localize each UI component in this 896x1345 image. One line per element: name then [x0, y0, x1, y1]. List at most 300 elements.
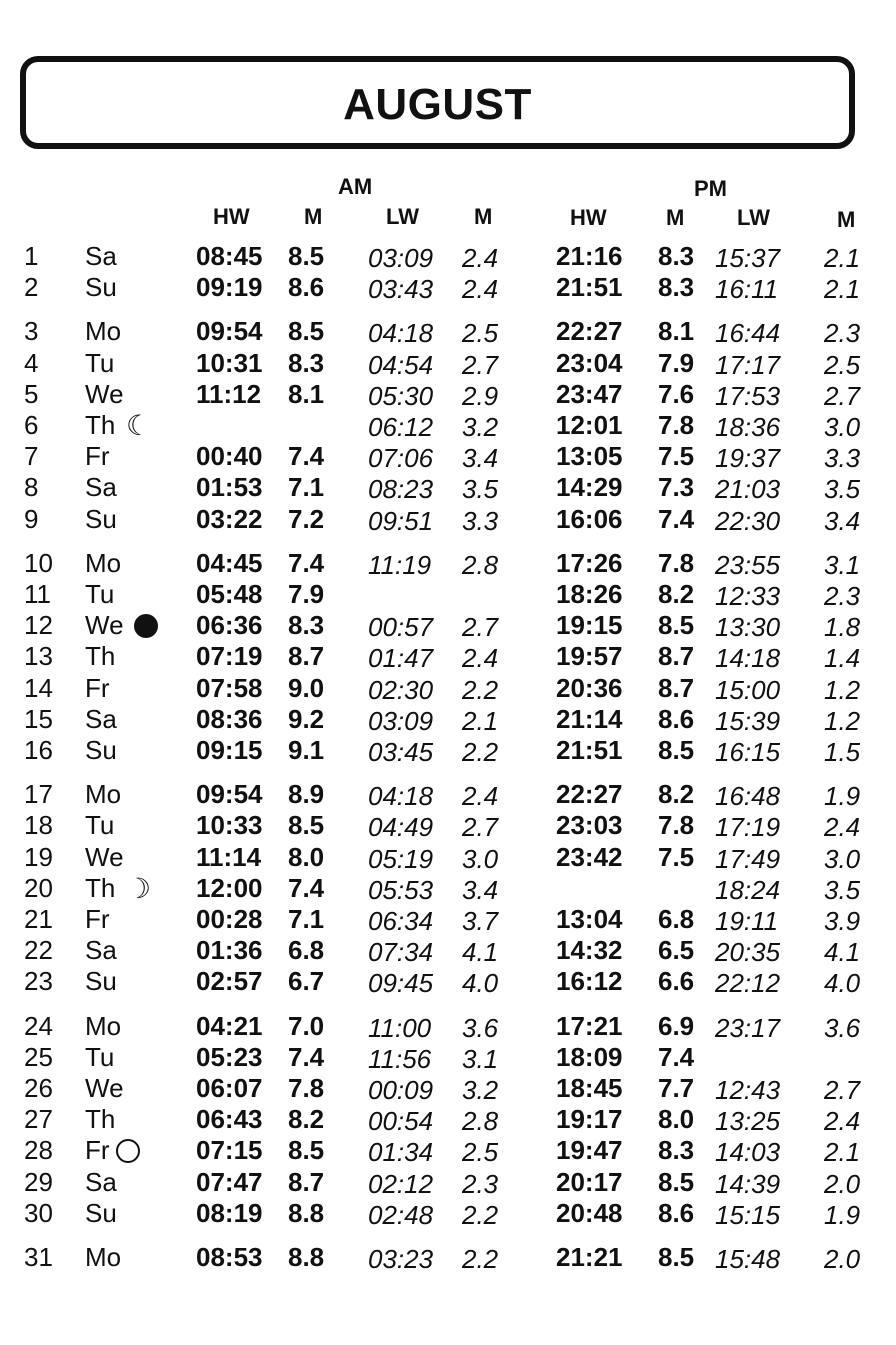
cell-pm-lw: 23:55	[715, 549, 781, 580]
am-low-water-header: LW	[386, 204, 419, 229]
cell-pm-lm: 4.1	[824, 937, 861, 968]
cell-am-hm: 9.2	[288, 703, 325, 734]
cell-day: 18	[24, 810, 53, 841]
cell-am-hw: 01:36	[196, 935, 263, 966]
cell-dow: Mo	[85, 547, 122, 578]
cell-day: 20	[24, 872, 53, 903]
cell-dow: We	[85, 378, 124, 409]
cell-pm-hw: 21:51	[556, 735, 623, 765]
cell-am-hm: 6.7	[288, 966, 325, 997]
cell-dow: Sa	[85, 1166, 117, 1197]
cell-am-hm: 7.4	[288, 1041, 325, 1072]
cell-am-hm: 8.9	[288, 779, 325, 810]
cell-pm-lm: 2.1	[824, 274, 861, 305]
cell-am-lw: 06:34	[368, 906, 434, 936]
cell-am-hm: 7.4	[288, 872, 325, 903]
cell-am-lm: 3.5	[462, 474, 499, 505]
cell-am-lw: 04:18	[368, 781, 434, 812]
cell-am-lm: 2.3	[462, 1168, 499, 1199]
cell-pm-hw: 13:05	[556, 441, 623, 472]
cell-pm-hm: 8.5	[658, 735, 695, 765]
cell-pm-hw: 23:04	[556, 347, 623, 378]
cell-pm-lw: 17:53	[715, 380, 781, 411]
cell-day: 15	[24, 703, 53, 734]
cell-pm-hw: 18:09	[556, 1041, 623, 1072]
cell-am-lm: 2.2	[462, 1199, 499, 1230]
cell-pm-lm: 3.3	[824, 443, 861, 474]
cell-am-lm: 4.1	[462, 937, 499, 968]
cell-am-lw: 03:43	[368, 274, 434, 305]
cell-dow: Mo	[85, 1010, 122, 1041]
cell-pm-lm: 3.0	[824, 412, 861, 442]
cell-am-lw: 07:34	[368, 937, 434, 968]
cell-pm-lw: 13:30	[715, 612, 781, 643]
last-quarter-moon-icon: ☾	[126, 410, 152, 441]
cell-pm-lm: 1.9	[824, 1199, 861, 1230]
cell-am-hm: 7.4	[288, 547, 325, 578]
cell-am-hm: 7.2	[288, 503, 325, 534]
cell-day: 11	[24, 579, 51, 609]
cell-am-lm: 3.4	[462, 874, 499, 905]
cell-pm-lm: 1.5	[824, 737, 861, 767]
cell-day: 17	[24, 779, 53, 810]
cell-pm-lm: 2.4	[824, 812, 861, 843]
new-moon-icon	[134, 614, 158, 638]
cell-am-hw: 00:40	[196, 441, 263, 472]
cell-am-lw: 09:51	[368, 505, 434, 536]
cell-am-hw: 07:47	[196, 1166, 263, 1197]
cell-day: 10	[24, 547, 53, 578]
cell-am-hm: 8.3	[288, 347, 325, 378]
cell-am-lm: 2.2	[462, 737, 499, 767]
cell-am-hw: 06:43	[196, 1104, 263, 1135]
cell-am-lm: 2.9	[462, 380, 499, 411]
cell-pm-hw: 20:17	[556, 1166, 623, 1197]
cell-pm-lm: 2.4	[824, 1106, 861, 1137]
cell-am-lm: 3.4	[462, 443, 499, 474]
cell-dow: Mo	[85, 1242, 122, 1272]
cell-am-lw: 04:54	[368, 349, 434, 380]
cell-am-hw: 08:19	[196, 1197, 263, 1228]
cell-pm-hw: 21:21	[556, 1242, 623, 1272]
cell-pm-lm: 1.2	[824, 674, 861, 705]
cell-pm-hm: 7.5	[658, 441, 695, 472]
cell-dow: Tu	[85, 810, 115, 841]
cell-am-hm: 8.3	[288, 610, 325, 641]
cell-pm-hw: 17:26	[556, 547, 623, 578]
cell-am-lm: 2.2	[462, 674, 499, 705]
cell-pm-lm: 2.7	[824, 1075, 861, 1105]
cell-am-lw: 00:57	[368, 612, 434, 643]
pm-low-water-header: LW	[737, 205, 770, 230]
cell-dow: Th	[85, 410, 116, 440]
pm-high-water-header: HW	[570, 205, 607, 230]
cell-pm-lm: 2.7	[824, 380, 861, 411]
cell-pm-lw: 22:12	[715, 968, 781, 999]
cell-pm-hw: 23:03	[556, 810, 623, 841]
month-title: AUGUST	[343, 79, 532, 129]
cell-dow: Tu	[85, 1041, 115, 1072]
cell-pm-lw: 16:15	[715, 737, 781, 767]
cell-day: 23	[24, 966, 53, 997]
cell-pm-hw: 21:16	[556, 241, 623, 271]
cell-pm-hw: 20:48	[556, 1197, 623, 1228]
cell-pm-lm: 2.0	[824, 1244, 861, 1274]
cell-am-lw: 01:47	[368, 643, 434, 674]
cell-pm-lm: 2.5	[824, 349, 861, 380]
cell-am-hm: 7.4	[288, 441, 325, 472]
cell-pm-hm: 6.6	[658, 966, 695, 997]
month-title-box	[20, 56, 855, 149]
cell-pm-lm: 3.5	[824, 874, 861, 905]
cell-am-lm: 2.7	[462, 349, 499, 380]
cell-pm-hm: 7.7	[658, 1073, 695, 1103]
cell-pm-hw: 22:27	[556, 316, 623, 347]
cell-am-hw: 08:36	[196, 703, 263, 734]
cell-am-hw: 09:54	[196, 779, 263, 810]
cell-am-lm: 2.5	[462, 1137, 499, 1168]
cell-am-hw: 06:07	[196, 1073, 263, 1103]
cell-pm-lw: 18:36	[715, 412, 781, 442]
cell-am-hw: 11:12	[196, 378, 262, 409]
cell-am-lw: 03:23	[368, 1244, 434, 1274]
cell-day: 13	[24, 641, 53, 672]
cell-day: 5	[24, 378, 39, 409]
first-quarter-moon-icon: ☽	[126, 872, 152, 904]
cell-am-hm: 8.5	[288, 810, 325, 841]
cell-am-hw: 02:57	[196, 966, 263, 997]
cell-pm-lw: 15:39	[715, 705, 781, 736]
cell-pm-hw: 13:04	[556, 904, 623, 934]
cell-am-hw: 08:45	[196, 241, 263, 271]
cell-pm-hw: 20:36	[556, 672, 623, 703]
cell-day: 22	[24, 935, 53, 966]
cell-am-lw: 06:12	[368, 412, 434, 442]
cell-dow: Th	[85, 641, 116, 672]
cell-pm-lm: 1.9	[824, 781, 861, 812]
cell-pm-lw: 19:37	[715, 443, 781, 474]
cell-day: 19	[24, 841, 53, 872]
cell-day: 8	[24, 472, 39, 503]
cell-pm-hm: 7.4	[658, 503, 695, 534]
cell-am-hw: 09:19	[196, 272, 263, 303]
cell-pm-lw: 15:00	[715, 674, 781, 705]
cell-am-hw: 00:28	[196, 904, 263, 934]
cell-am-hm: 7.9	[288, 579, 325, 609]
cell-pm-hm: 8.1	[658, 316, 695, 347]
cell-dow: Th	[85, 872, 116, 903]
cell-dow: Fr	[85, 672, 110, 703]
cell-dow: Th	[85, 1104, 116, 1135]
cell-am-lw: 05:53	[368, 874, 434, 905]
cell-am-lw: 08:23	[368, 474, 434, 505]
cell-am-hm: 7.0	[288, 1010, 325, 1041]
cell-pm-hw: 23:47	[556, 378, 623, 409]
cell-pm-hm: 8.3	[658, 272, 695, 303]
cell-pm-lw: 18:24	[715, 874, 781, 905]
cell-pm-hm: 7.8	[658, 410, 695, 440]
am-low-height-header: M	[474, 204, 493, 229]
am-high-water-header: HW	[213, 204, 250, 229]
cell-pm-hm: 8.5	[658, 1166, 695, 1197]
cell-am-hm: 7.1	[288, 904, 325, 934]
cell-am-lm: 3.7	[462, 906, 499, 936]
cell-am-hm: 8.5	[288, 1135, 325, 1166]
cell-pm-lw: 16:11	[715, 274, 779, 305]
cell-am-lw: 00:09	[368, 1075, 434, 1105]
cell-am-hw: 05:48	[196, 579, 263, 609]
cell-am-lw: 02:48	[368, 1199, 434, 1230]
cell-pm-hw: 17:21	[556, 1010, 623, 1041]
cell-pm-lw: 15:15	[715, 1199, 781, 1230]
cell-pm-hm: 7.4	[658, 1041, 695, 1072]
cell-dow: Su	[85, 1197, 117, 1228]
cell-am-hm: 7.8	[288, 1073, 325, 1103]
cell-am-lm: 3.1	[462, 1043, 499, 1074]
cell-pm-lm: 3.1	[824, 549, 861, 580]
cell-am-lm: 2.7	[462, 812, 499, 843]
cell-pm-hm: 8.5	[658, 610, 695, 641]
cell-pm-lw: 17:17	[715, 349, 781, 380]
cell-pm-hw: 19:57	[556, 641, 623, 672]
cell-am-lw: 09:45	[368, 968, 434, 999]
cell-pm-hm: 7.8	[658, 810, 695, 841]
cell-am-hm: 7.1	[288, 472, 325, 503]
cell-day: 3	[24, 316, 39, 347]
cell-am-lm: 2.4	[462, 274, 499, 305]
cell-am-lm: 2.8	[462, 549, 499, 580]
cell-pm-lm: 1.4	[824, 643, 861, 674]
cell-pm-lw: 15:48	[715, 1244, 781, 1274]
cell-pm-hm: 8.7	[658, 641, 695, 672]
cell-am-hw: 09:54	[196, 316, 263, 347]
cell-am-lm: 2.4	[462, 643, 499, 674]
cell-am-hw: 07:58	[196, 672, 263, 703]
cell-pm-lm: 1.8	[824, 612, 861, 643]
cell-pm-lw: 14:03	[715, 1137, 781, 1168]
cell-day: 28	[24, 1135, 53, 1166]
cell-pm-lm: 2.1	[824, 243, 861, 273]
cell-am-hm: 8.8	[288, 1242, 325, 1272]
cell-am-hm: 9.0	[288, 672, 325, 703]
cell-pm-lm: 4.0	[824, 968, 861, 999]
cell-am-lw: 05:19	[368, 843, 434, 874]
cell-dow: Sa	[85, 703, 117, 734]
cell-day: 25	[24, 1041, 53, 1072]
cell-am-lw: 11:56	[368, 1043, 432, 1074]
cell-dow: Sa	[85, 241, 117, 271]
cell-pm-hw: 16:12	[556, 966, 623, 997]
cell-pm-hm: 8.7	[658, 672, 695, 703]
cell-pm-hw: 23:42	[556, 841, 623, 872]
cell-day: 24	[24, 1010, 53, 1041]
cell-pm-lm: 3.9	[824, 906, 861, 936]
cell-am-lm: 3.2	[462, 412, 499, 442]
cell-am-lm: 2.5	[462, 318, 499, 349]
cell-pm-hw: 14:32	[556, 935, 623, 966]
cell-pm-hw: 21:51	[556, 272, 623, 303]
cell-pm-hw: 12:01	[556, 410, 623, 440]
cell-day: 31	[24, 1242, 53, 1272]
cell-am-hm: 8.5	[288, 316, 325, 347]
cell-am-hm: 8.6	[288, 272, 325, 303]
cell-pm-lw: 12:43	[715, 1075, 781, 1105]
cell-pm-lw: 20:35	[715, 937, 781, 968]
cell-am-lm: 2.4	[462, 243, 499, 273]
cell-am-hm: 8.7	[288, 1166, 325, 1197]
cell-pm-lm: 1.2	[824, 705, 861, 736]
cell-day: 2	[24, 272, 39, 303]
cell-am-hm: 8.1	[288, 378, 325, 409]
am-header: AM	[338, 174, 373, 199]
cell-pm-hm: 7.9	[658, 347, 695, 378]
cell-day: 7	[24, 441, 39, 472]
cell-am-hw: 07:15	[196, 1135, 263, 1166]
cell-am-lw: 03:09	[368, 243, 434, 273]
cell-pm-lm: 2.3	[824, 318, 861, 349]
cell-pm-lw: 14:39	[715, 1168, 781, 1199]
cell-pm-lm: 3.4	[824, 505, 861, 536]
cell-pm-lw: 15:37	[715, 243, 781, 273]
cell-pm-hw: 14:29	[556, 472, 623, 503]
cell-day: 9	[24, 503, 39, 534]
cell-day: 21	[24, 904, 53, 934]
am-high-height-header: M	[304, 204, 323, 229]
cell-pm-lw: 23:17	[715, 1012, 781, 1043]
pm-high-height-header: M	[666, 205, 685, 230]
cell-day: 16	[24, 735, 53, 765]
cell-pm-hm: 6.5	[658, 935, 695, 966]
cell-am-hm: 6.8	[288, 935, 325, 966]
cell-dow: We	[85, 610, 124, 641]
cell-pm-lm: 2.1	[824, 1137, 861, 1168]
cell-dow: Tu	[85, 347, 115, 378]
cell-dow: Tu	[85, 579, 115, 609]
cell-dow: Mo	[85, 316, 122, 347]
cell-dow: Fr	[85, 441, 110, 472]
cell-am-lm: 3.2	[462, 1075, 499, 1105]
cell-pm-lw: 16:48	[715, 781, 781, 812]
cell-pm-lm: 3.5	[824, 474, 861, 505]
cell-pm-hw: 21:14	[556, 703, 623, 734]
cell-pm-lw: 13:25	[715, 1106, 781, 1137]
full-moon-icon	[116, 1139, 140, 1163]
cell-am-lw: 02:12	[368, 1168, 434, 1199]
cell-pm-lw: 16:44	[715, 318, 781, 349]
cell-am-hw: 07:19	[196, 641, 263, 672]
cell-am-lw: 11:19	[368, 549, 432, 580]
cell-am-hw: 12:00	[196, 872, 263, 903]
cell-am-lw: 07:06	[368, 443, 434, 474]
cell-am-hw: 08:53	[196, 1242, 263, 1272]
cell-pm-lw: 14:18	[715, 643, 781, 674]
cell-dow: Fr	[85, 904, 110, 934]
cell-pm-hm: 6.9	[658, 1010, 695, 1041]
cell-am-hw: 11:14	[196, 841, 262, 872]
cell-dow: Sa	[85, 935, 117, 966]
pm-header: PM	[694, 176, 727, 201]
cell-pm-hw: 19:47	[556, 1135, 623, 1166]
cell-am-hm: 8.8	[288, 1197, 325, 1228]
cell-day: 29	[24, 1166, 53, 1197]
cell-am-lw: 01:34	[368, 1137, 434, 1168]
cell-day: 12	[24, 610, 53, 641]
cell-pm-hm: 8.5	[658, 1242, 695, 1272]
cell-am-lw: 05:30	[368, 380, 434, 411]
cell-am-lw: 11:00	[368, 1012, 432, 1043]
cell-am-hw: 09:15	[196, 735, 263, 765]
cell-pm-lm: 3.0	[824, 843, 861, 874]
cell-am-hw: 03:22	[196, 503, 263, 534]
cell-pm-lm: 2.0	[824, 1168, 861, 1199]
cell-pm-hm: 8.6	[658, 1197, 695, 1228]
cell-dow: Su	[85, 503, 117, 534]
cell-dow: We	[85, 841, 124, 872]
cell-pm-hm: 7.5	[658, 841, 695, 872]
cell-am-hw: 10:33	[196, 810, 263, 841]
cell-pm-hm: 8.0	[658, 1104, 695, 1135]
cell-pm-hm: 8.3	[658, 1135, 695, 1166]
cell-am-lw: 02:30	[368, 674, 434, 705]
cell-pm-hm: 7.3	[658, 472, 695, 503]
cell-am-hm: 8.2	[288, 1104, 325, 1135]
cell-am-lm: 2.2	[462, 1244, 499, 1274]
cell-am-hw: 10:31	[196, 347, 263, 378]
cell-day: 4	[24, 347, 39, 378]
cell-pm-hw: 22:27	[556, 779, 623, 810]
cell-am-lw: 04:18	[368, 318, 434, 349]
cell-dow: Su	[85, 272, 117, 303]
cell-am-hw: 01:53	[196, 472, 263, 503]
cell-am-lw: 00:54	[368, 1106, 434, 1137]
cell-am-hw: 05:23	[196, 1041, 263, 1072]
cell-day: 30	[24, 1197, 53, 1228]
cell-am-lm: 2.1	[462, 705, 499, 736]
cell-pm-hm: 7.8	[658, 547, 695, 578]
cell-pm-lw: 22:30	[715, 505, 781, 536]
cell-am-lw: 03:09	[368, 705, 434, 736]
cell-dow: Su	[85, 735, 117, 765]
cell-pm-hm: 8.2	[658, 779, 695, 810]
cell-am-lm: 4.0	[462, 968, 499, 999]
cell-pm-lw: 12:33	[715, 581, 781, 611]
cell-am-hw: 04:21	[196, 1010, 263, 1041]
cell-dow: We	[85, 1073, 124, 1103]
cell-dow: Fr	[85, 1135, 110, 1166]
cell-day: 27	[24, 1104, 53, 1135]
cell-pm-hw: 16:06	[556, 503, 623, 534]
cell-am-lm: 3.0	[462, 843, 499, 874]
cell-pm-hw: 19:15	[556, 610, 623, 641]
cell-pm-hw: 19:17	[556, 1104, 623, 1135]
cell-dow: Sa	[85, 472, 117, 503]
pm-low-height-header: M	[837, 207, 856, 232]
cell-pm-lw: 17:49	[715, 843, 781, 874]
cell-pm-hm: 8.3	[658, 241, 695, 271]
cell-am-lm: 2.4	[462, 781, 499, 812]
cell-day: 26	[24, 1073, 53, 1103]
cell-am-hm: 8.5	[288, 241, 325, 271]
cell-pm-hm: 7.6	[658, 378, 695, 409]
cell-am-hm: 9.1	[288, 735, 325, 765]
cell-am-hm: 8.0	[288, 841, 325, 872]
cell-am-lm: 3.3	[462, 505, 499, 536]
cell-pm-hm: 6.8	[658, 904, 695, 934]
cell-dow: Su	[85, 966, 117, 997]
cell-day: 1	[24, 241, 39, 271]
cell-pm-hw: 18:45	[556, 1073, 623, 1103]
cell-am-lm: 3.6	[462, 1012, 499, 1043]
